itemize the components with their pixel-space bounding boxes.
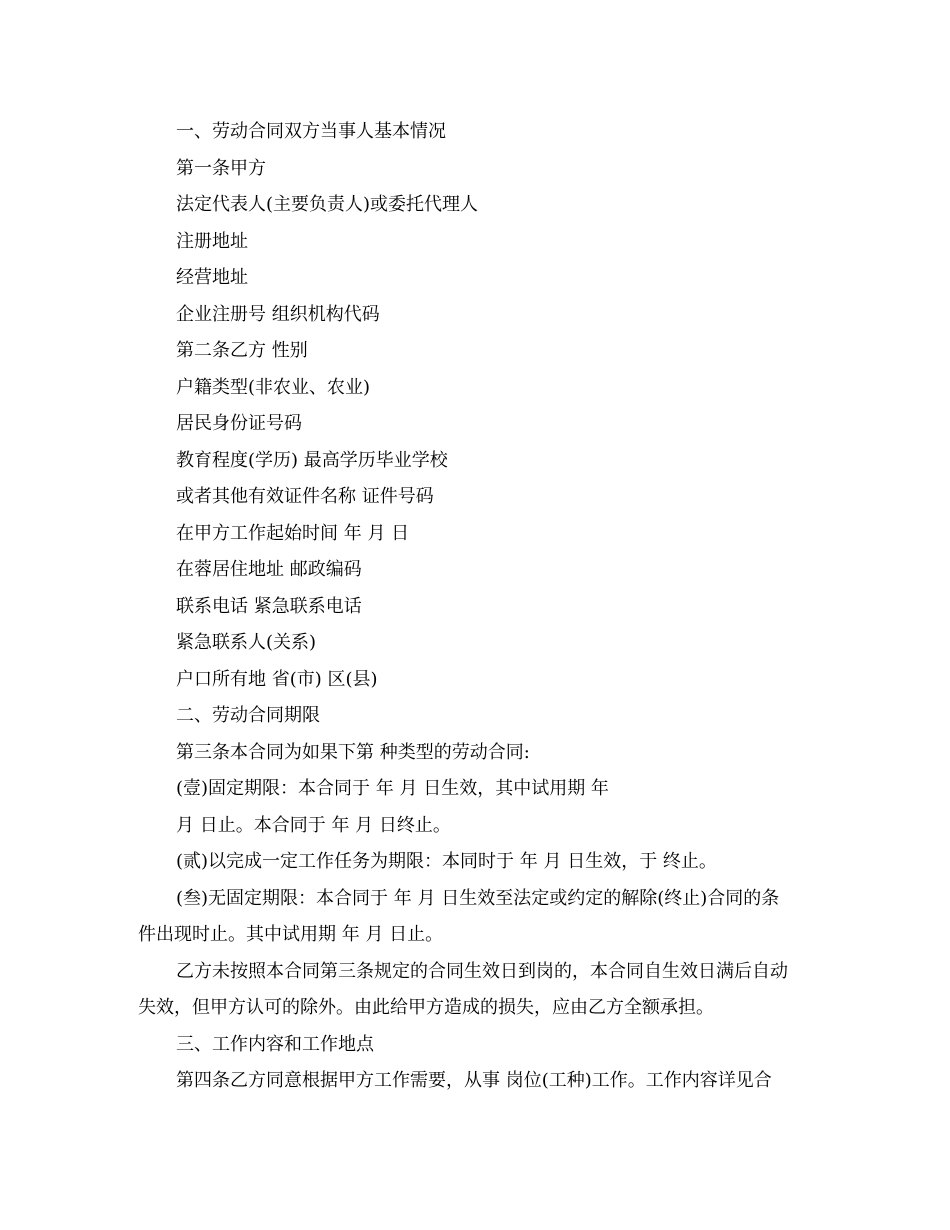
open-term-paragraph [138,881,810,954]
household-type-line: 户籍类型(非农业、农业) [176,376,371,398]
legal-representative-line: 法定代表人(主要负责人)或委托代理人 [176,194,479,215]
fixed-term-line-1: (壹)固定期限：本合同于 年 月 日生效，其中试用期 年 [176,778,609,799]
open-term-line-1: (叁)无固定期限：本合同于 年 月 日生效至法定或约定的解除(终止)合同的条 [176,887,780,909]
late-arrival-paragraph [138,954,810,1027]
article-2-party-b: 第二条乙方 性别 [176,340,308,361]
section-3-heading: 三、工作内容和工作地点 [176,1033,374,1055]
open-term-line-2: 件出现时止。其中试用期 年 月 日止。 [138,924,444,945]
fixed-term-line-2: 月 日止。本合同于 年 月 日终止。 [176,814,451,836]
document-body [138,114,810,1100]
registration-number-line: 企业注册号 组织机构代码 [176,303,380,325]
article-1-party-a: 第一条甲方 [176,157,266,179]
section-2-heading: 二、劳动合同期限 [176,705,320,726]
late-arrival-line-1: 乙方未按照本合同第三条规定的合同生效日到岗的，本合同自生效日满后自动 [176,960,788,982]
article-3-line: 第三条本合同为如果下第 种类型的劳动合同: [176,741,530,763]
emergency-contact-line: 紧急联系人(关系) [176,632,317,653]
other-id-line: 或者其他有效证件名称 证件号码 [176,486,434,507]
business-address-line: 经营地址 [176,267,248,288]
section-1-heading: 一、劳动合同双方当事人基本情况 [176,121,446,142]
late-arrival-line-2: 失效，但甲方认可的除外。由此给甲方造成的损失，应由乙方全额承担。 [138,997,714,1018]
start-date-line: 在甲方工作起始时间 年 月 日 [176,522,410,544]
hukou-location-line: 户口所有地 省(市) 区(县) [176,668,378,690]
article-4-line-1: 第四条乙方同意根据甲方工作需要，从事 岗位(工种)工作。工作内容详见合 [176,1070,772,1091]
education-line: 教育程度(学历) 最高学历毕业学校 [176,449,448,471]
registered-address-line: 注册地址 [176,230,248,252]
residence-address-line: 在蓉居住地址 邮政编码 [176,559,362,580]
phone-line: 联系电话 紧急联系电话 [176,595,362,617]
task-term-line: (贰)以完成一定工作任务为期限：本同时于 年 月 日生效，于 终止。 [176,851,717,872]
id-number-line: 居民身份证号码 [176,413,302,434]
